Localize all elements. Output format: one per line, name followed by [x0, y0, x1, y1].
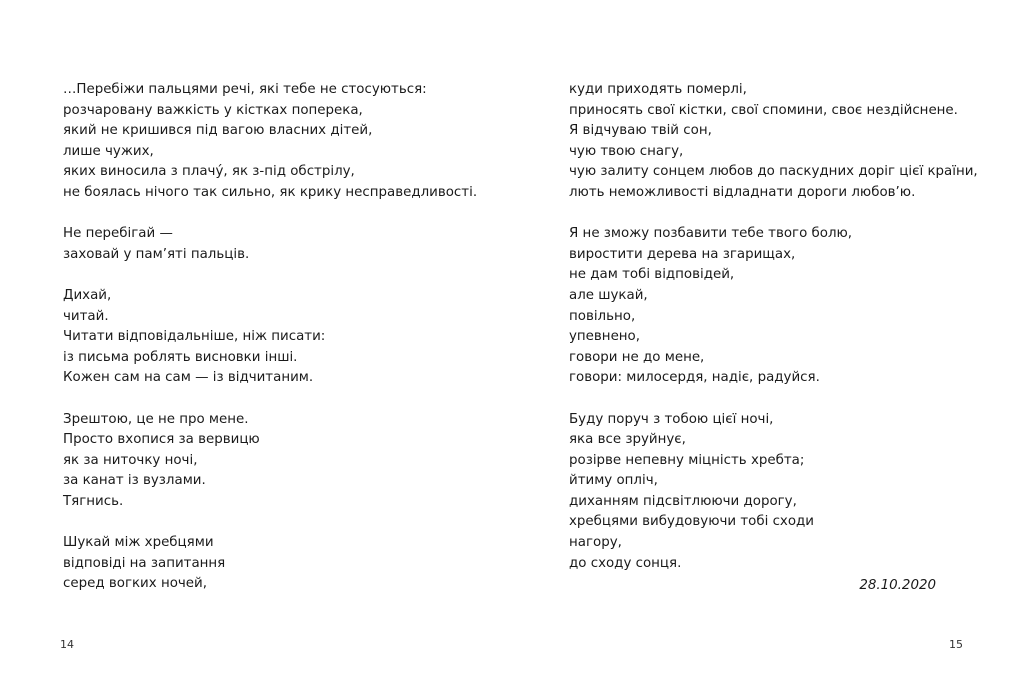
poem-text-left — [63, 80, 477, 595]
poem-line: заховай у пам’яті пальців. — [63, 246, 250, 262]
poem-line: не боялась нічого так сильно, як крику несправедливості. — [63, 184, 478, 200]
poem-line: диханням підсвітлюючи дорогу, — [569, 493, 797, 509]
poem-line: нагору, — [569, 535, 622, 551]
poem-line: розчаровану важкість у кістках поперека, — [63, 102, 363, 118]
poem-line: як за ниточку ночі, — [63, 452, 198, 468]
page-number-right: 15 — [949, 638, 963, 651]
poem-line: повільно, — [569, 308, 636, 324]
poem-line: говори не до мене, — [569, 349, 705, 365]
poem-line: хребцями вибудовуючи тобі сходи — [569, 514, 815, 530]
poem-line: виростити дерева на згарищах, — [569, 246, 796, 262]
poem-line: яких виносила з плачу́, як з-під обстрілу, — [63, 164, 355, 180]
page-number-left: 14 — [60, 638, 74, 651]
poem-line: лише чужих, — [63, 143, 154, 159]
poem-line: йтиму опліч, — [569, 473, 658, 489]
poem-line: Шукай між хребцями — [63, 535, 214, 551]
poem-line: чую залиту сонцем любов до паскудних доріг цієї країни, — [569, 164, 978, 180]
poem-line: говори: милосердя, надіє, радуйся. — [569, 370, 820, 386]
stanza — [569, 224, 978, 389]
poem-line: …Перебіжи пальцями речі, які тебе не стосуються: — [63, 82, 427, 97]
poem-line: Просто вхопися за вервицю — [63, 432, 260, 448]
poem-line: чую твою снагу, — [569, 143, 684, 159]
stanza — [569, 80, 978, 204]
poem-line: куди приходять померлі, — [569, 82, 747, 97]
poem-line: за канат із вузлами. — [63, 473, 206, 489]
right-page — [512, 0, 1024, 695]
stanza — [63, 410, 477, 513]
poem-line: Зрештою, це не про мене. — [63, 411, 249, 427]
poem-date: 28.10.2020 — [859, 578, 936, 593]
poem-line: Кожен сам на сам — із відчитаним. — [63, 370, 314, 386]
poem-line: лють неможливості відладнати дороги любов’ю. — [569, 184, 916, 200]
poem-line: Не перебігай — — [63, 226, 173, 242]
poem-line: Тягнись. — [63, 493, 124, 509]
poem-line: яка все зруйнує, — [569, 432, 686, 448]
stanza — [63, 533, 477, 595]
stanza — [569, 410, 978, 575]
poem-line: Я відчуваю твій сон, — [569, 123, 712, 139]
poem-line: Дихай, — [63, 287, 112, 303]
poem-line: упевнено, — [569, 329, 641, 345]
poem-line: читай. — [63, 308, 109, 324]
poem-line: Буду поруч з тобою цієї ночі, — [569, 411, 774, 427]
poem-line: серед вогких ночей, — [63, 576, 208, 592]
stanza — [63, 224, 477, 265]
poem-line: Читати відповідальніше, ніж писати: — [63, 329, 326, 345]
poem-line: не дам тобі відповідей, — [569, 267, 735, 283]
poem-line: відповіді на запитання — [63, 555, 226, 571]
poem-line: до сходу сонця. — [569, 555, 682, 571]
poem-line: розірве непевну міцність хребта; — [569, 452, 805, 468]
poem-line: приносять свої кістки, свої спомини, своє нездійснене. — [569, 102, 958, 118]
poem-line: який не кришився під вагою власних дітей, — [63, 123, 373, 139]
poem-text-right — [569, 80, 978, 574]
poem-line: із письма роблять висновки інші. — [63, 349, 298, 365]
poem-line: Я не зможу позбавити тебе твого болю, — [569, 226, 853, 242]
stanza — [63, 80, 477, 204]
poem-line: але шукай, — [569, 287, 648, 303]
stanza — [63, 286, 477, 389]
